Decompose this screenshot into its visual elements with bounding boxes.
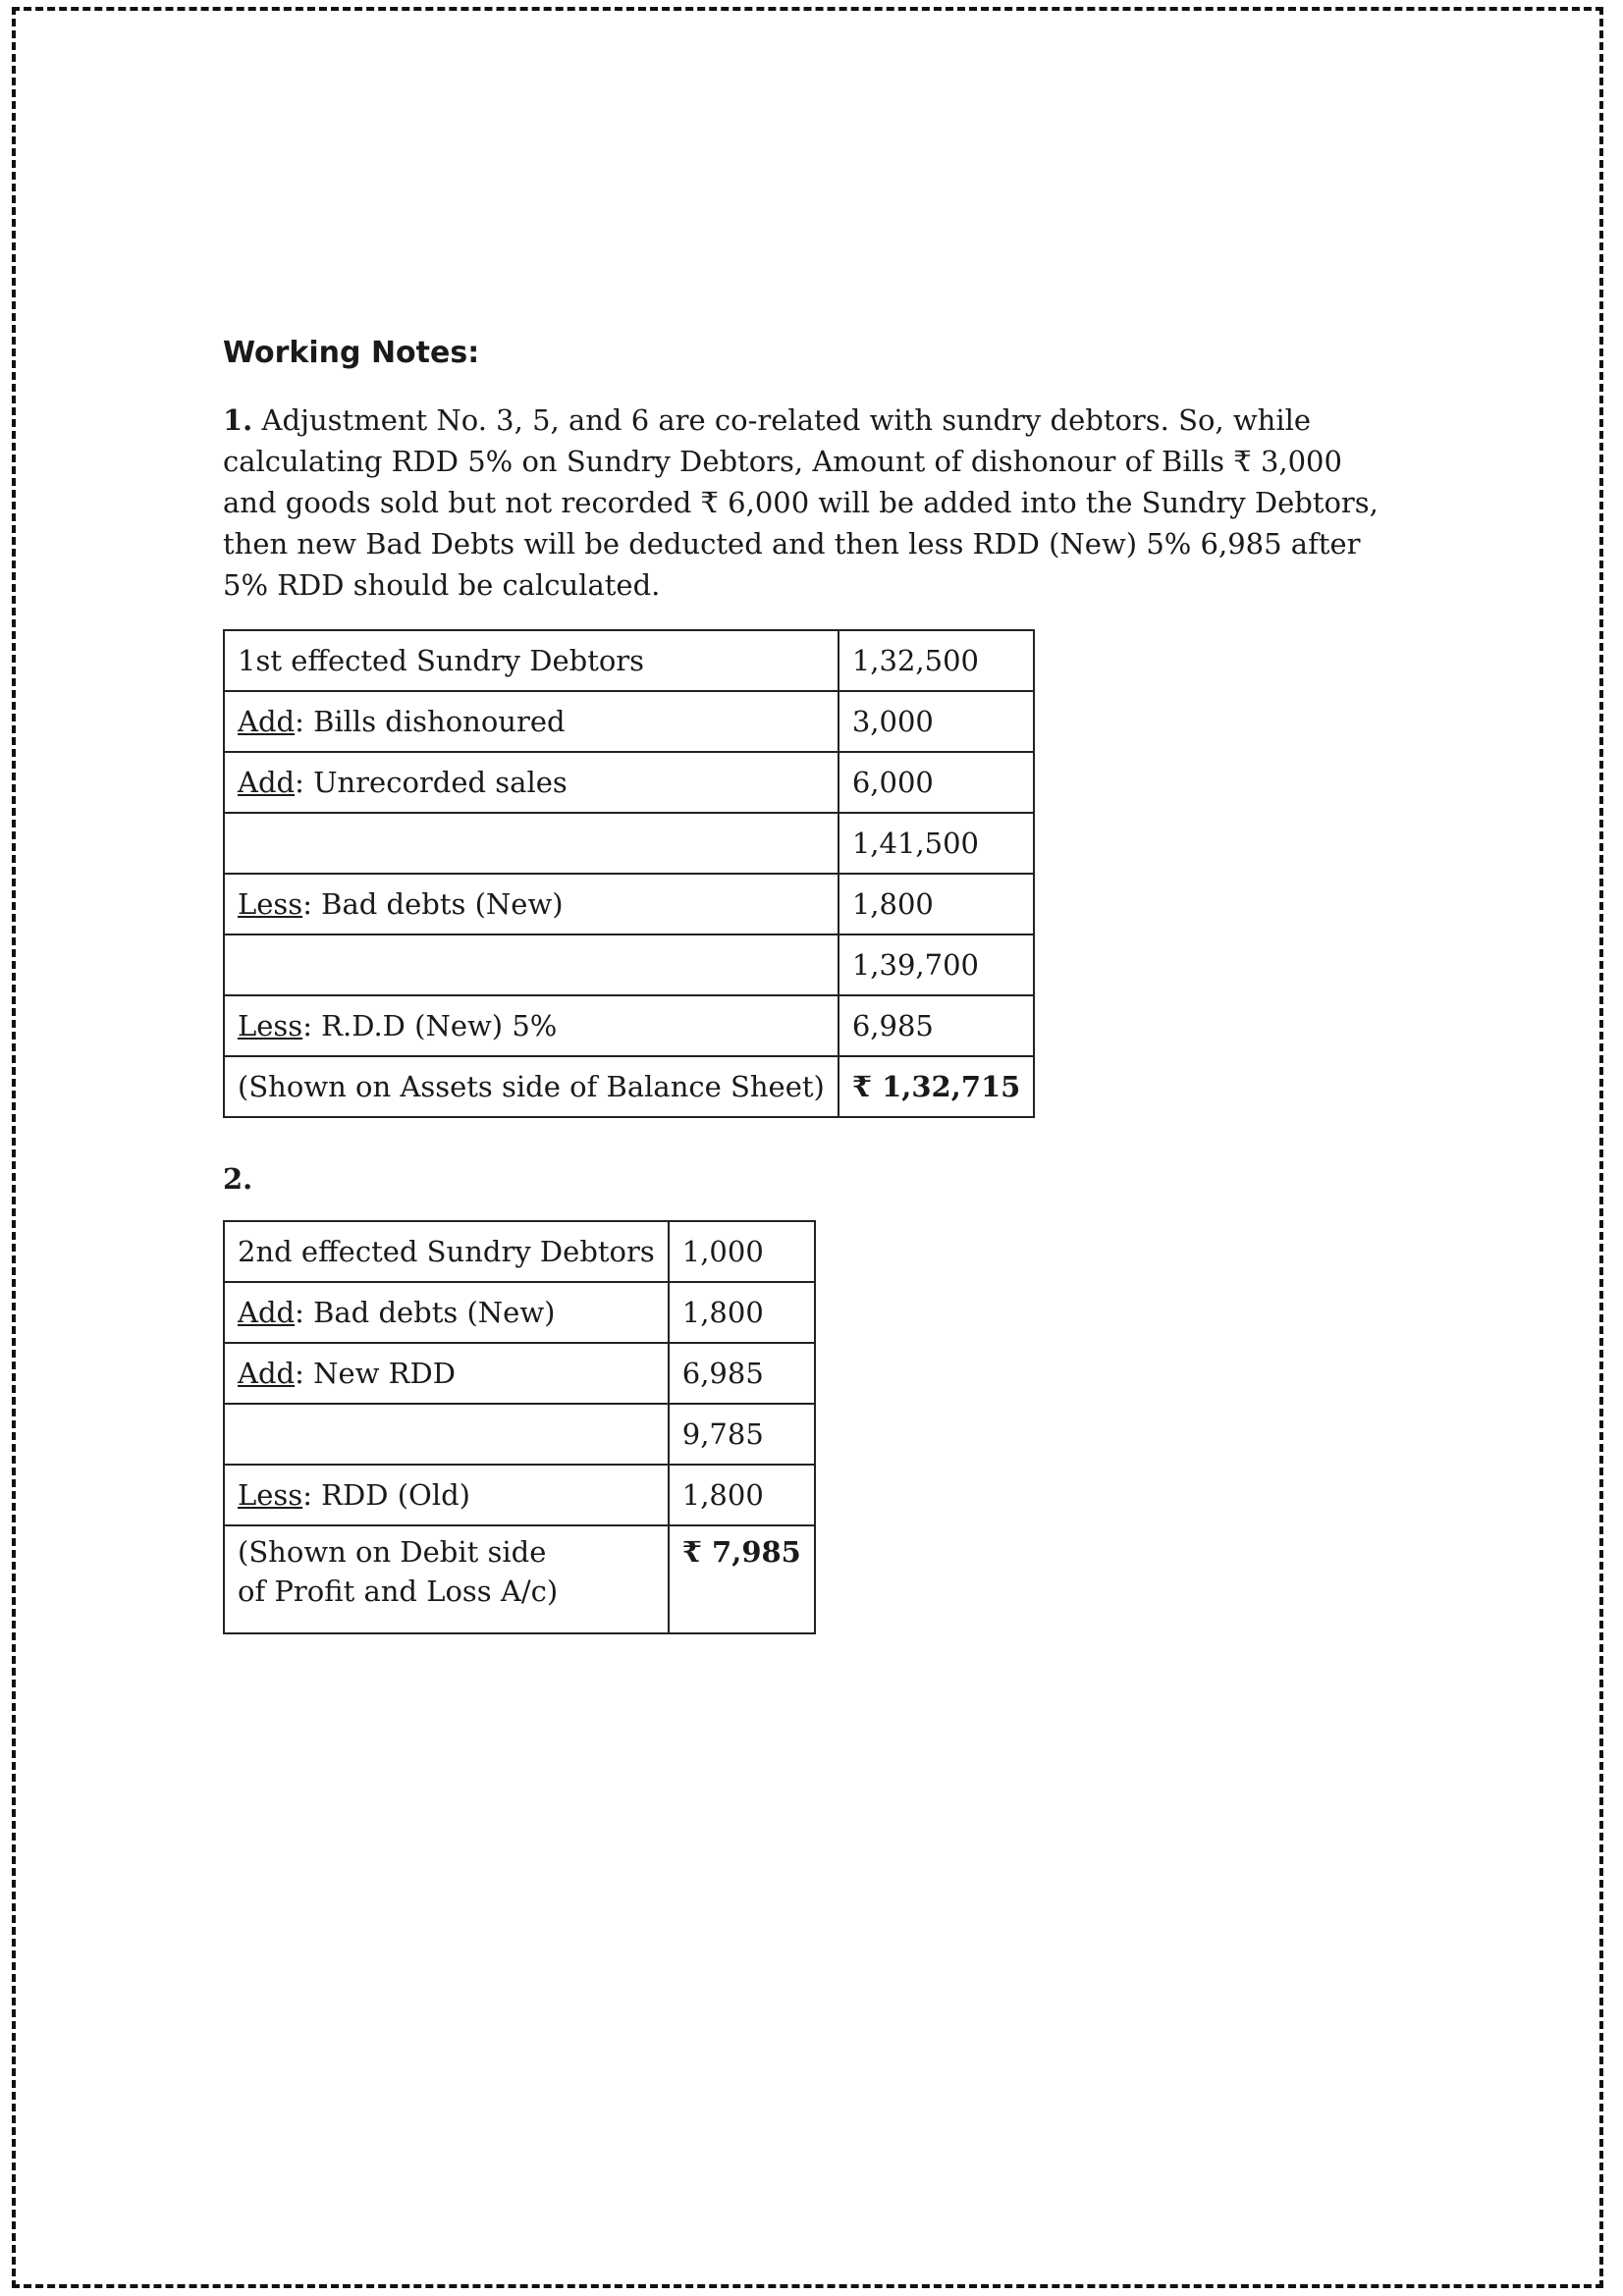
row-prefix: Add — [238, 1357, 296, 1390]
note-2-number: 2. — [223, 1162, 253, 1196]
note-2-table — [223, 1220, 816, 1634]
row-value: 6,000 — [839, 752, 1035, 813]
table-row — [224, 1465, 815, 1525]
row-subtotal: 1,39,700 — [839, 934, 1035, 995]
table-row — [224, 1056, 1034, 1117]
note-1-table — [223, 629, 1035, 1118]
row-value: 6,985 — [669, 1343, 815, 1404]
table-row — [224, 1525, 815, 1633]
table-row — [224, 934, 1034, 995]
table-row — [224, 1221, 815, 1282]
row-value: 1,000 — [669, 1221, 815, 1282]
table-row — [224, 691, 1034, 752]
row-value: 3,000 — [839, 691, 1035, 752]
row-prefix: Less — [238, 1009, 303, 1042]
page-title: Working Notes: — [223, 336, 480, 370]
row-value: 1,32,500 — [839, 630, 1035, 691]
row-label: 1st effected Sundry Debtors — [224, 630, 839, 691]
row-label: (Shown on Assets side of Balance Sheet) — [224, 1056, 839, 1117]
row-subtotal: 9,785 — [669, 1404, 815, 1465]
row-label — [224, 813, 839, 874]
row-prefix: Add — [238, 705, 296, 738]
row-label: Add: Bills dishonoured — [224, 691, 839, 752]
row-label — [224, 934, 839, 995]
row-label: Less: Bad debts (New) — [224, 874, 839, 934]
row-label: Add: New RDD — [224, 1343, 669, 1404]
row-label: Add: Unrecorded sales — [224, 752, 839, 813]
table-row — [224, 1343, 815, 1404]
table-row — [224, 995, 1034, 1056]
row-label: Less: R.D.D (New) 5% — [224, 995, 839, 1056]
table-row — [224, 1404, 815, 1465]
row-label: Add: Bad debts (New) — [224, 1282, 669, 1343]
row-total: ₹ 7,985 — [669, 1525, 815, 1633]
table-row — [224, 630, 1034, 691]
row-value: 1,800 — [839, 874, 1035, 934]
table-row — [224, 813, 1034, 874]
note-1-text: Adjustment No. 3, 5, and 6 are co-related with sundry debtors. So, while calculating RDD 5% on Sundry Debtors, Amount of dishonour of Bills ₹ 3,000 and goods sold but not recorded ₹ 6,000 will be added into the Sundry Debtors, then new Bad Debts will be deducted and then less RDD (New) 5% 6,985 after 5% RDD should be calculated. — [223, 403, 1379, 602]
row-label: 2nd effected Sundry Debtors — [224, 1221, 669, 1282]
row-label — [224, 1404, 669, 1465]
row-value: 1,800 — [669, 1465, 815, 1525]
note-1-number: 1. — [223, 403, 253, 437]
note-1-paragraph — [223, 400, 1381, 606]
row-subtotal: 1,41,500 — [839, 813, 1035, 874]
row-prefix: Add — [238, 1296, 296, 1329]
row-label: (Shown on Debit side of Profit and Loss A/c) — [224, 1525, 669, 1633]
row-prefix: Less — [238, 887, 303, 921]
table-row — [224, 874, 1034, 934]
row-value: 1,800 — [669, 1282, 815, 1343]
row-prefix: Less — [238, 1478, 303, 1512]
row-label: Less: RDD (Old) — [224, 1465, 669, 1525]
row-total: ₹ 1,32,715 — [839, 1056, 1035, 1117]
row-value: 6,985 — [839, 995, 1035, 1056]
row-prefix: Add — [238, 766, 296, 799]
table-row — [224, 1282, 815, 1343]
table-row — [224, 752, 1034, 813]
working-notes-section — [223, 331, 1401, 1634]
